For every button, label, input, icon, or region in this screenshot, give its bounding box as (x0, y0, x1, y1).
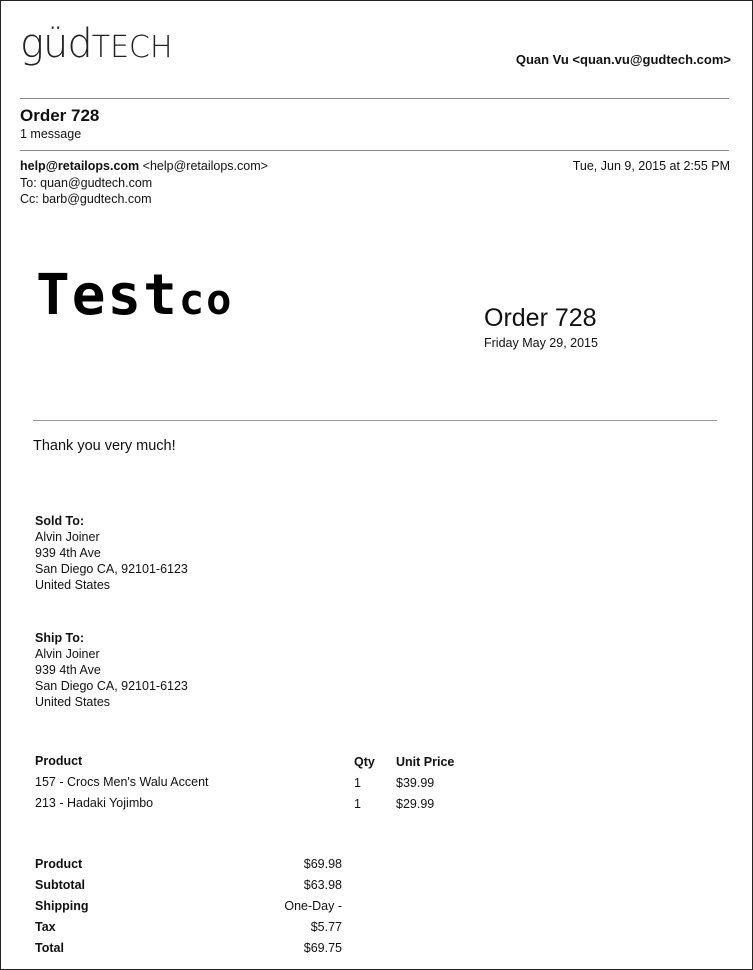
totals-product-label: Product (35, 857, 83, 871)
sold-to-name: Alvin Joiner (35, 530, 100, 544)
totals-shipping-label: Shipping (35, 899, 89, 913)
totals-subtotal-label: Subtotal (35, 878, 85, 892)
totals-tax-label: Tax (35, 920, 56, 934)
totals-tax-value: $5.77 (310, 920, 342, 934)
thanks-message: Thank you very much! (33, 438, 176, 454)
account-label: Quan Vu <quan.vu@gudtech.com> (515, 52, 731, 67)
message-count: 1 message (20, 127, 82, 141)
header-divider (20, 98, 729, 99)
gudtech-logo (20, 21, 173, 67)
item-row-1-product: 157 - Crocs Men's Walu Accent (35, 775, 209, 789)
items-header-product: Product (35, 754, 83, 768)
sold-to-country: United States (35, 578, 111, 592)
testco-logo (36, 263, 234, 328)
logo-upper-text: TECH (91, 30, 173, 65)
item-row-2-unit-price: $29.99 (396, 797, 435, 811)
order-title: Order 728 (484, 304, 597, 332)
cc-recipients: Cc: barb@gudtech.com (20, 192, 152, 206)
totals-subtotal-value: $63.98 (303, 878, 342, 892)
sent-date: Tue, Jun 9, 2015 at 2:55 PM (572, 159, 730, 173)
item-row-2-product: 213 - Hadaki Yojimbo (35, 796, 154, 810)
order-date: Friday May 29, 2015 (484, 336, 598, 350)
sender-display: <help@retailops.com> (142, 159, 268, 173)
totals-product-value: $69.98 (303, 857, 342, 871)
to-recipients: To: quan@gudtech.com (20, 176, 153, 190)
logo-lower-text: güd (20, 21, 92, 67)
thread-subject: Order 728 (20, 106, 100, 125)
item-row-1-qty: 1 (354, 776, 361, 790)
sender-line (20, 159, 268, 173)
brand-text-small: co (178, 275, 234, 324)
order-divider (33, 420, 717, 421)
ship-to-street: 939 4th Ave (35, 663, 101, 677)
item-row-2-qty: 1 (354, 797, 361, 811)
ship-to-heading: Ship To: (35, 631, 85, 645)
sold-to-address (35, 513, 188, 593)
sold-to-street: 939 4th Ave (35, 546, 101, 560)
totals-total-value: $69.75 (303, 941, 342, 955)
sold-to-heading: Sold To: (35, 514, 85, 528)
totals-shipping-value: One-Day - (284, 899, 342, 913)
items-header-unit-price: Unit Price (396, 755, 455, 769)
item-row-1-unit-price: $39.99 (396, 776, 435, 790)
brand-text-large: Test (36, 263, 179, 328)
ship-to-city: San Diego CA, 92101-6123 (35, 679, 188, 693)
items-header-qty: Qty (354, 755, 375, 769)
totals-total-label: Total (35, 941, 64, 955)
ship-to-address (35, 630, 188, 710)
ship-to-country: United States (35, 695, 111, 709)
ship-to-name: Alvin Joiner (35, 647, 100, 661)
sold-to-city: San Diego CA, 92101-6123 (35, 562, 188, 576)
subject-divider (20, 150, 729, 151)
sender-address: help@retailops.com (20, 159, 140, 173)
